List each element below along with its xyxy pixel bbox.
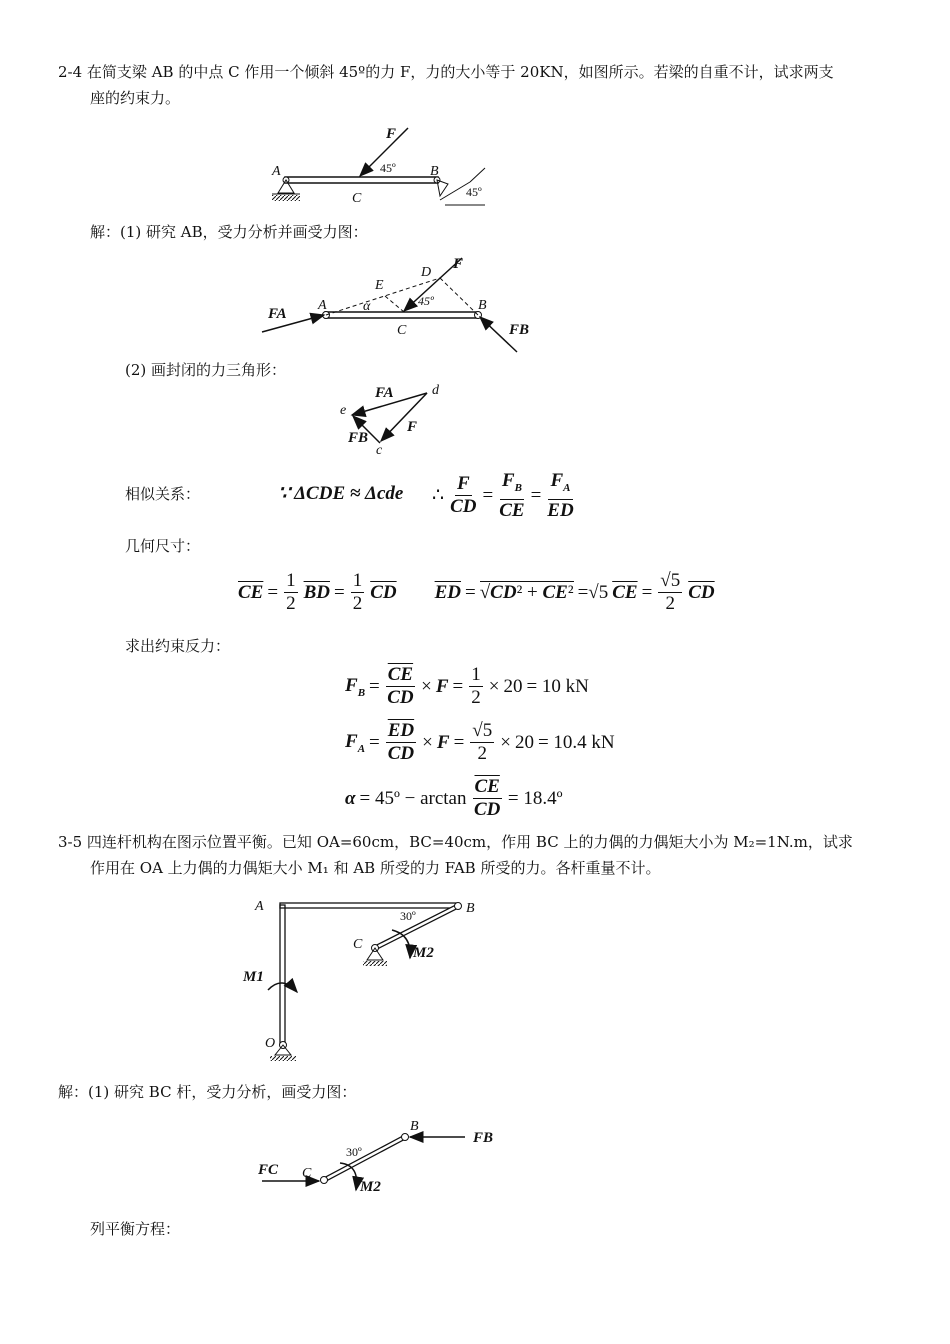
svg-text:C: C (302, 1166, 312, 1181)
label-C: C (352, 191, 362, 206)
svg-text:FC: FC (258, 1162, 279, 1178)
solution-step-1: 解：(1) 研究 AB，受力分析并画受力图： (90, 223, 368, 241)
svg-text:α: α (363, 299, 371, 314)
svg-text:c: c (376, 443, 383, 458)
svg-text:FB: FB (473, 1130, 494, 1146)
svg-text:A: A (255, 899, 264, 914)
svg-text:B: B (410, 1119, 419, 1134)
svg-text:F: F (407, 419, 418, 435)
similar-relation: ∵ ΔCDE ≈ Δcde (278, 483, 404, 504)
free-body-diagram-AB (262, 256, 529, 352)
problem-3-5-line2: 作用在 OA 上力偶的力偶矩大小 M₁ 和 AB 所受的力 FAB 所受的力。各杆重量不计。 (90, 859, 661, 877)
svg-text:e: e (340, 403, 347, 418)
svg-text:M2: M2 (413, 945, 434, 961)
svg-text:M1: M1 (243, 969, 264, 985)
svg-text:30º: 30º (400, 909, 416, 923)
solve-label: 求出约束反力： (125, 637, 231, 655)
label-A: A (272, 164, 281, 179)
svg-text:D: D (421, 265, 432, 280)
svg-text:FB: FB (348, 430, 369, 446)
problem-3-5-line1: 3-5 四连杆机构在图示位置平衡。已知 OA=60cm，BC=40cm，作用 BC 上的力偶的力偶矩大小为 M₂=1N.m，试求 (58, 833, 853, 851)
svg-text:30º: 30º (346, 1145, 362, 1159)
alpha-equation: α = 45º − arctan $\frac{\overline{CE}}{CD}$ = 18.4º (345, 776, 563, 820)
label-FB: FB (509, 322, 530, 338)
four-bar-mechanism (242, 899, 475, 1061)
FB-equation: $F_B$ = $\frac{\overline{CE}}{CD}$ × F = $\frac{1}{2}$ × 20 = 10 kN (345, 664, 589, 708)
svg-text:B: B (478, 298, 487, 313)
svg-text:C: C (353, 937, 363, 952)
svg-text:d: d (432, 383, 439, 398)
solution-step-2: (2) 画封闭的力三角形： (125, 361, 287, 379)
solution-3-5-step-1: 解：(1) 研究 BC 杆，受力分析，画受力图： (58, 1083, 357, 1101)
geometry-label: 几何尺寸： (125, 537, 201, 555)
FA-equation: $F_A$ = $\frac{\overline{ED}}{CD}$ × F = $\frac{√5}{2}$ × 20 = 10.4 kN (345, 720, 615, 764)
svg-text:M2: M2 (360, 1179, 381, 1195)
problem-2-4-line2: 座的约束力。 (90, 89, 181, 107)
free-body-diagram-BC (257, 1119, 493, 1195)
problem-2-4-line1: 2-4 在简支梁 AB 的中点 C 作用一个倾斜 45º的力 F，力的大小等于 20KN，如图所示。若梁的自重不计，试求两支 (58, 63, 834, 81)
svg-text:F: F (453, 256, 464, 272)
label-F: F (386, 126, 397, 142)
label-FA: FA (268, 306, 287, 322)
svg-text:A: A (318, 298, 327, 313)
beam-figure (271, 126, 485, 206)
svg-text:E: E (375, 278, 384, 293)
label-angle-support: 45º (466, 185, 482, 199)
label-angle: 45º (380, 161, 396, 175)
svg-text:FA: FA (375, 385, 394, 401)
label-B: B (430, 164, 439, 179)
equilibrium-label: 列平衡方程： (90, 1220, 181, 1238)
ratio-equation: ∴ $\frac{F}{CD}$ = $\frac{F_B}{CE}$ = $\frac{F_A}{ED}$ (432, 470, 574, 521)
force-triangle (340, 383, 440, 458)
similar-label: 相似关系： (125, 485, 201, 503)
geometry-equation: $\overline{CE}$ = $\frac{1}{2}$ $\overline{BD}$ = $\frac{1}{2}$ $\overline{CD}$ $\overline{ED}$ = $√CD^2 + \overline{CE}^2$ =√5 $\overline{CE}$ = $\frac{√5}{2}$ $\overline{CD}$ (238, 570, 715, 614)
svg-text:C: C (397, 323, 407, 338)
svg-text:45º: 45º (418, 294, 434, 308)
svg-text:B: B (466, 901, 475, 916)
svg-text:O: O (265, 1036, 276, 1051)
